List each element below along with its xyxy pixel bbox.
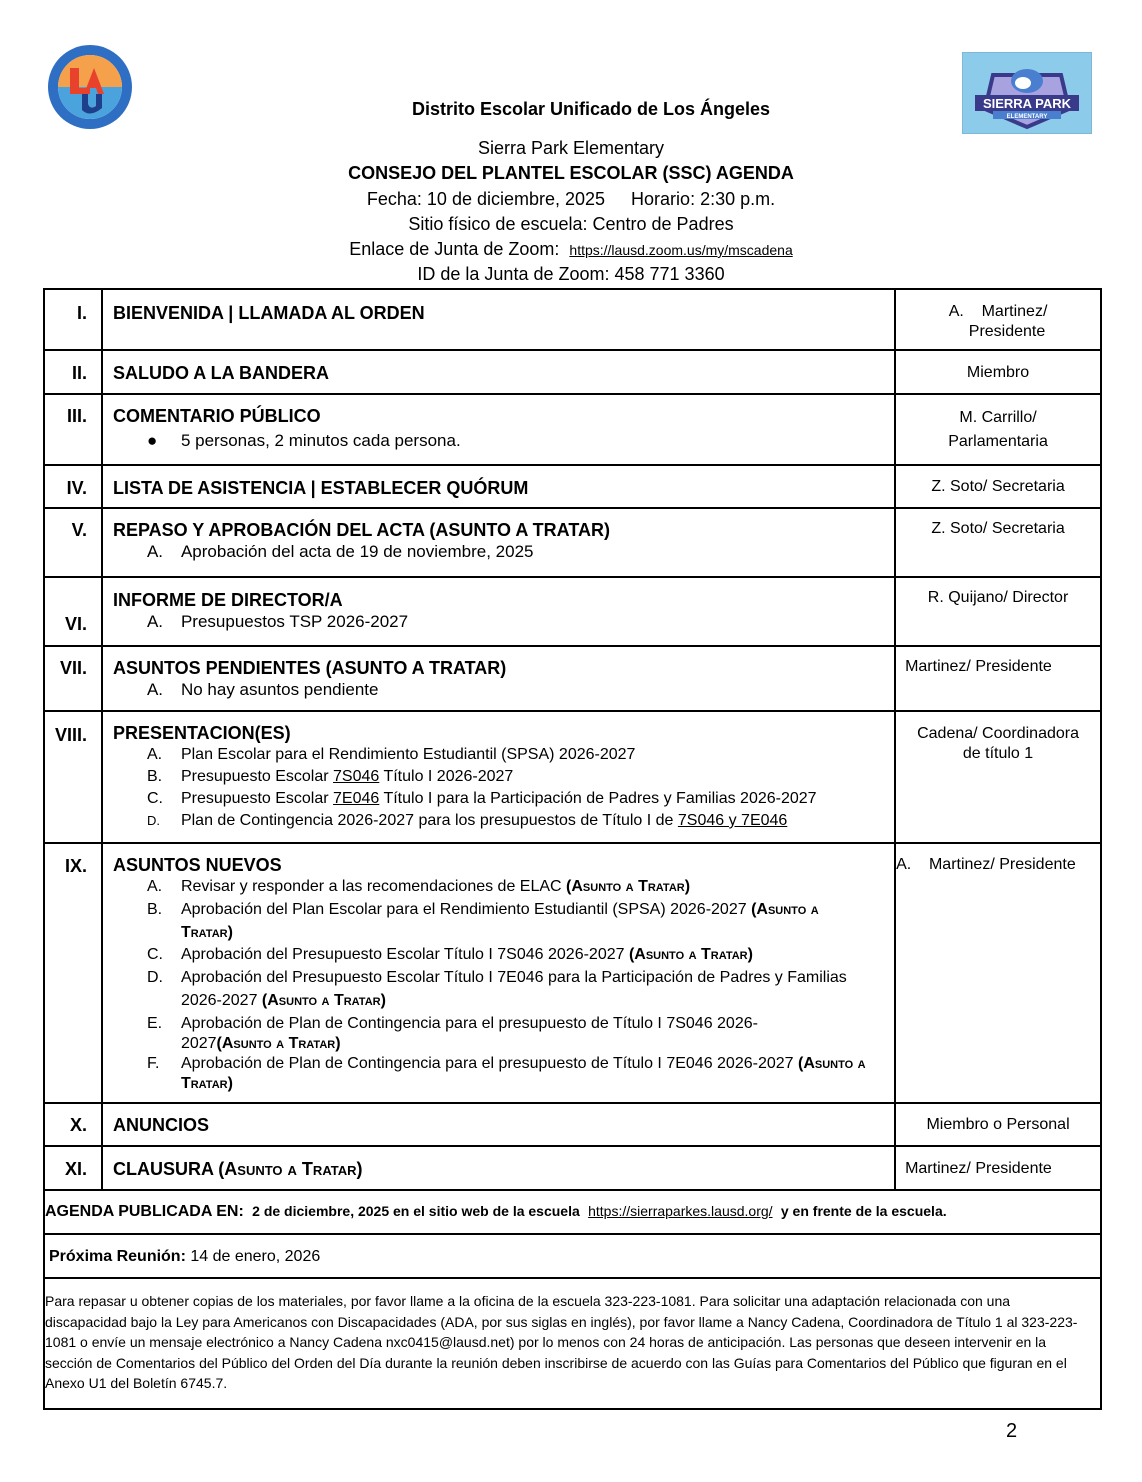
accessibility-notice: Para repasar u obtener copias de los materiales, por favor llame a la oficina de la escuela 323-223-1081. Para solicitar una adaptación relacionada con una discapacidad bajo la Ley para Americanos con Discapacidades (ADA, por sus siglas en inglés), por favor llame a Nancy Cadena, Coordinadora de Título 1 al 323-223-1081 o envíe un mensaje electrónico a Nancy Cadena nxc0415@lausd.net) por lo menos con 24 horas de anticipación. Las personas que deseen intervenir en la sección de Comentarios del Público del Orden del Día durante la reunión deben inscribirse de acuerdo con las Guías para Comentarios del Público que figuran en el Anexo U1 del Boletín 6745.7. bbox=[44, 1278, 1101, 1409]
next-meeting-row bbox=[44, 1234, 1101, 1278]
item-number: X. bbox=[44, 1103, 102, 1146]
agenda-row bbox=[44, 465, 1101, 508]
item-title: LISTA DE ASISTENCIA | ESTABLECER QUÓRUM bbox=[112, 478, 529, 498]
sub-item: B. Aprobación del Plan Escolar para el Rendimiento Estudiantil (SPSA) 2026-2027 (Asunto a Tratar) bbox=[146, 901, 819, 941]
budget-link-both[interactable]: 7S046 y 7E046 bbox=[677, 812, 788, 829]
svg-text:SIERRA PARK: SIERRA PARK bbox=[982, 96, 1072, 111]
agenda-row bbox=[44, 508, 1101, 577]
item-title: INFORME DE DIRECTOR/A bbox=[112, 590, 343, 610]
zoom-link-row bbox=[0, 239, 1142, 260]
item-responsible: Cadena/ Coordinadora de título 1 bbox=[895, 711, 1101, 843]
meeting-location: Sitio físico de escuela: Centro de Padres bbox=[408, 214, 734, 234]
agenda-row bbox=[44, 289, 1101, 350]
item-responsible: Martinez/ Presidente bbox=[895, 1146, 1101, 1190]
action-tag: (Asunto a Tratar) bbox=[218, 1159, 363, 1179]
published-info: AGENDA PUBLICADA EN: 2 de diciembre, 2025 en el sitio web de la escuela https://sierraparkes.lausd.org/ y en frente de la escuela. bbox=[44, 1190, 1101, 1234]
action-tag: (Asunto a Tratar) bbox=[180, 901, 819, 941]
sierra-park-logo bbox=[962, 52, 1092, 134]
item-number: V. bbox=[44, 508, 102, 577]
item-number: III. bbox=[44, 394, 102, 465]
item-responsible: Z. Soto/ Secretaria bbox=[895, 465, 1101, 508]
action-tag: (Asunto a Tratar) bbox=[261, 992, 386, 1009]
item-number: VI. bbox=[44, 577, 102, 646]
action-tag: (Asunto a Tratar) bbox=[180, 1055, 866, 1092]
item-number: VIII. bbox=[44, 711, 102, 843]
sub-item: A. No hay asuntos pendiente bbox=[146, 680, 379, 699]
sub-item: F. Aprobación de Plan de Contingencia para el presupuesto de Título I 7E046 2026-2027 (Asunto a Tratar) bbox=[146, 1055, 866, 1092]
item-responsible: M. Carrillo/ Parlamentaria bbox=[895, 394, 1101, 465]
item-title: ASUNTOS PENDIENTES (ASUNTO A TRATAR) bbox=[112, 658, 507, 678]
page-number: 2 bbox=[1006, 1420, 1018, 1442]
bullet-item: ● 5 personas, 2 minutos cada persona. bbox=[113, 430, 894, 452]
item-number: IV. bbox=[44, 465, 102, 508]
item-title: ANUNCIOS bbox=[112, 1115, 209, 1135]
action-tag: (Asunto a Tratar) bbox=[566, 878, 691, 895]
agenda-row bbox=[44, 350, 1101, 394]
agenda-row bbox=[44, 394, 1101, 465]
published-row bbox=[44, 1190, 1101, 1234]
school-website-link[interactable]: https://sierraparkes.lausd.org/ bbox=[588, 1203, 773, 1219]
agenda-row bbox=[44, 646, 1101, 711]
item-responsible: Miembro bbox=[895, 350, 1101, 394]
sub-item: C. Presupuesto Escolar 7E046 Título I para la Participación de Padres y Familias 2026-2027 bbox=[146, 790, 817, 807]
item-number: VII. bbox=[44, 646, 102, 711]
next-meeting: Próxima Reunión: 14 de enero, 2026 bbox=[44, 1234, 1101, 1278]
sub-item: D. Aprobación del Presupuesto Escolar Título I 7E046 para la Participación de Padres y Familias 2026-2027 (Asunto a Tratar) bbox=[146, 969, 847, 1009]
meeting-datetime bbox=[0, 189, 1142, 210]
zoom-link[interactable]: https://lausd.zoom.us/my/mscadena bbox=[569, 242, 793, 258]
sub-item: C. Aprobación del Presupuesto Escolar Título I 7S046 2026-2027 (Asunto a Tratar) bbox=[146, 946, 753, 963]
budget-link-7e046[interactable]: 7E046 bbox=[333, 790, 380, 807]
zoom-link-label: Enlace de Junta de Zoom: bbox=[349, 239, 560, 259]
meeting-date: Fecha: 10 de diciembre, 2025 bbox=[366, 189, 606, 209]
page-title: CONSEJO DEL PLANTEL ESCOLAR (SSC) AGENDA bbox=[348, 163, 794, 183]
item-responsible: R. Quijano/ Director bbox=[895, 577, 1101, 646]
zoom-id: ID de la Junta de Zoom: 458 771 3360 bbox=[417, 264, 725, 284]
sub-item: A. Aprobación del acta de 19 de noviembre, 2025 bbox=[146, 542, 534, 561]
item-number: IX. bbox=[44, 843, 102, 1103]
item-title: PRESENTACION(ES) bbox=[112, 723, 291, 743]
item-title: BIENVENIDA | LLAMADA AL ORDEN bbox=[112, 303, 425, 323]
sub-item: A. Plan Escolar para el Rendimiento Estudiantil (SPSA) 2026-2027 bbox=[146, 746, 636, 763]
sub-item: A. Revisar y responder a las recomendaciones de ELAC (Asunto a Tratar) bbox=[146, 878, 691, 895]
action-tag: (Asunto a Tratar) bbox=[216, 1035, 341, 1052]
item-title: REPASO Y APROBACIÓN DEL ACTA (ASUNTO A TRATAR) bbox=[112, 520, 610, 540]
bullet-icon: ● bbox=[146, 431, 158, 450]
agenda-row bbox=[44, 843, 1101, 1103]
item-responsible: A. Martinez/ Presidente bbox=[895, 289, 1101, 350]
agenda-row bbox=[44, 577, 1101, 646]
item-number: I. bbox=[44, 289, 102, 350]
item-responsible: A. Martinez/ Presidente bbox=[895, 843, 1101, 1103]
svg-text:ELEMENTARY: ELEMENTARY bbox=[1006, 114, 1048, 120]
school-name: Sierra Park Elementary bbox=[477, 138, 665, 158]
item-responsible: Z. Soto/ Secretaria bbox=[895, 508, 1101, 577]
sub-item: E. Aprobación de Plan de Contingencia para el presupuesto de Título I 7S046 2026-2027(Asunto a Tratar) bbox=[146, 1015, 758, 1052]
item-title: SALUDO A LA BANDERA bbox=[112, 363, 329, 383]
agenda-row bbox=[44, 1146, 1101, 1190]
item-responsible: Miembro o Personal bbox=[895, 1103, 1101, 1146]
sub-item: A. Presupuestos TSP 2026-2027 bbox=[146, 612, 409, 631]
agenda-row bbox=[44, 1103, 1101, 1146]
district-name: Distrito Escolar Unificado de Los Ángeles bbox=[411, 99, 771, 119]
notice-row bbox=[44, 1278, 1101, 1409]
item-responsible: Martinez/ Presidente bbox=[895, 646, 1101, 711]
item-number: XI. bbox=[44, 1146, 102, 1190]
agenda-row bbox=[44, 711, 1101, 843]
item-title: ASUNTOS NUEVOS bbox=[112, 855, 282, 875]
sub-item: D. Plan de Contingencia 2026-2027 para los presupuestos de Título I de 7S046 y 7E046 bbox=[146, 812, 788, 829]
meeting-time: Horario: 2:30 p.m. bbox=[631, 189, 776, 209]
agenda-table bbox=[43, 288, 1102, 1410]
action-tag: (Asunto a Tratar) bbox=[628, 946, 753, 963]
item-title: CLAUSURA bbox=[112, 1159, 219, 1179]
item-title: COMENTARIO PÚBLICO bbox=[112, 406, 321, 426]
budget-link-7s046[interactable]: 7S046 bbox=[333, 768, 380, 785]
item-number: II. bbox=[44, 350, 102, 394]
sub-item: B. Presupuesto Escolar 7S046 Título I 2026-2027 bbox=[146, 768, 514, 785]
